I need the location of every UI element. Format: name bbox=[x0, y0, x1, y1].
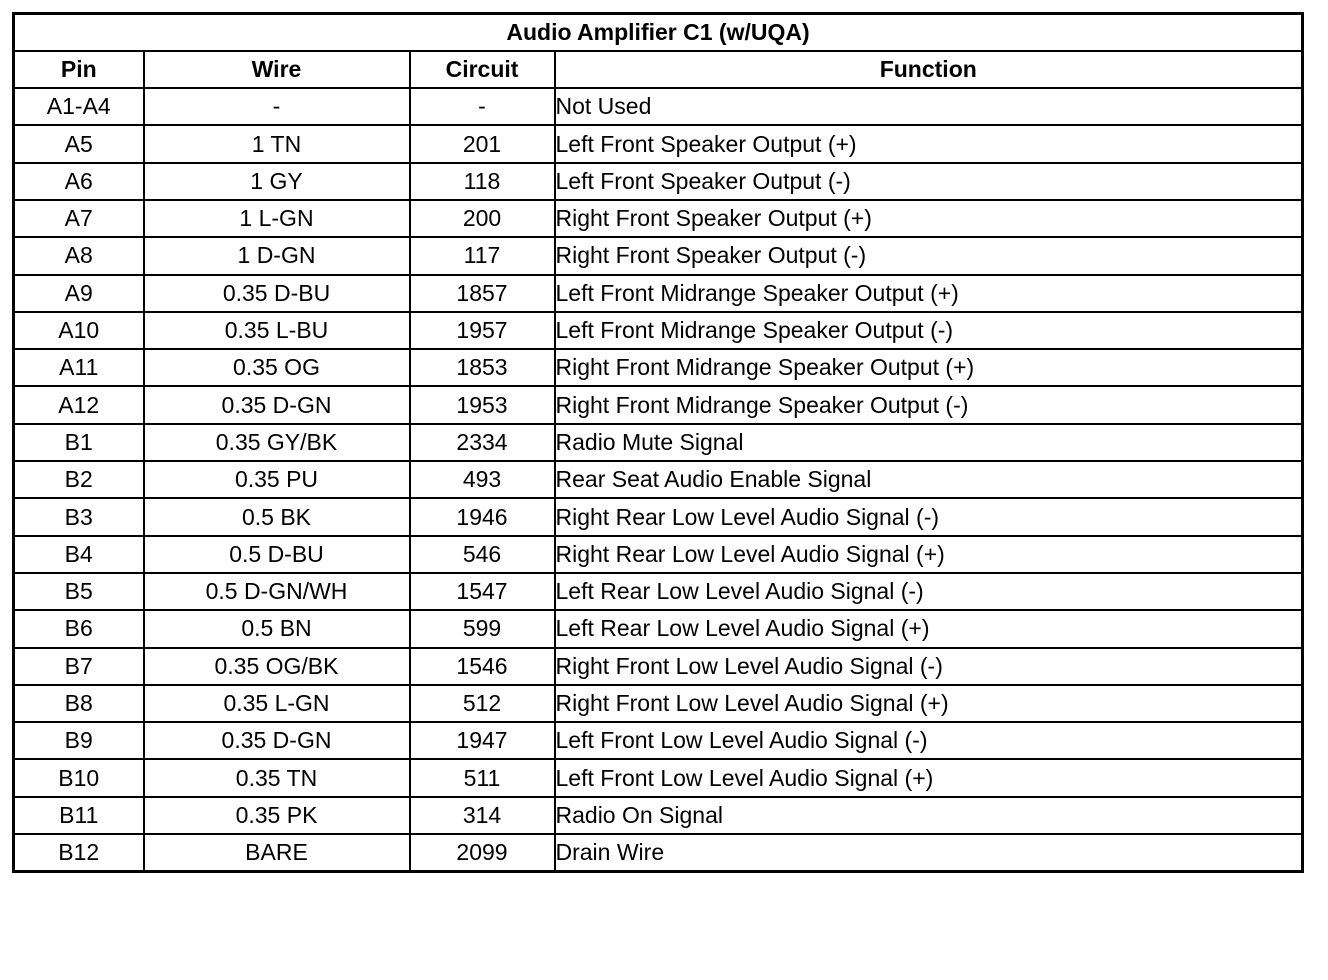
table-row bbox=[14, 125, 1303, 162]
cell-circuit: 512 bbox=[410, 685, 555, 722]
table-body bbox=[14, 88, 1303, 871]
cell-function: Right Front Speaker Output (-) bbox=[555, 237, 1303, 274]
cell-wire: 0.35 D-GN bbox=[144, 722, 410, 759]
cell-function: Left Front Midrange Speaker Output (+) bbox=[555, 275, 1303, 312]
cell-circuit: 1853 bbox=[410, 349, 555, 386]
table-row bbox=[14, 685, 1303, 722]
cell-wire: BARE bbox=[144, 834, 410, 871]
table-row bbox=[14, 312, 1303, 349]
table-row bbox=[14, 797, 1303, 834]
table-row bbox=[14, 386, 1303, 423]
cell-wire: 0.35 GY/BK bbox=[144, 424, 410, 461]
cell-circuit: 1957 bbox=[410, 312, 555, 349]
cell-pin: A5 bbox=[14, 125, 144, 162]
cell-function: Not Used bbox=[555, 88, 1303, 125]
table-row bbox=[14, 498, 1303, 535]
table-title-row bbox=[14, 14, 1303, 51]
cell-wire: 0.35 L-GN bbox=[144, 685, 410, 722]
cell-pin: A9 bbox=[14, 275, 144, 312]
cell-function: Right Front Low Level Audio Signal (+) bbox=[555, 685, 1303, 722]
header-pin: Pin bbox=[14, 51, 144, 88]
cell-circuit: 493 bbox=[410, 461, 555, 498]
cell-function: Rear Seat Audio Enable Signal bbox=[555, 461, 1303, 498]
cell-wire: - bbox=[144, 88, 410, 125]
cell-wire: 0.35 PU bbox=[144, 461, 410, 498]
cell-function: Left Rear Low Level Audio Signal (+) bbox=[555, 610, 1303, 647]
cell-function: Right Front Midrange Speaker Output (-) bbox=[555, 386, 1303, 423]
table-row bbox=[14, 610, 1303, 647]
cell-pin: B1 bbox=[14, 424, 144, 461]
table-row bbox=[14, 200, 1303, 237]
cell-function: Right Front Speaker Output (+) bbox=[555, 200, 1303, 237]
table-row bbox=[14, 349, 1303, 386]
cell-circuit: 201 bbox=[410, 125, 555, 162]
cell-pin: B2 bbox=[14, 461, 144, 498]
cell-wire: 0.5 D-GN/WH bbox=[144, 573, 410, 610]
cell-pin: B12 bbox=[14, 834, 144, 871]
cell-pin: B9 bbox=[14, 722, 144, 759]
cell-wire: 0.35 TN bbox=[144, 759, 410, 796]
table-row bbox=[14, 834, 1303, 871]
cell-pin: B7 bbox=[14, 648, 144, 685]
cell-function: Drain Wire bbox=[555, 834, 1303, 871]
cell-circuit: 599 bbox=[410, 610, 555, 647]
cell-circuit: 1953 bbox=[410, 386, 555, 423]
cell-pin: B6 bbox=[14, 610, 144, 647]
cell-pin: A6 bbox=[14, 163, 144, 200]
cell-wire: 0.5 BK bbox=[144, 498, 410, 535]
table-row bbox=[14, 424, 1303, 461]
cell-pin: A7 bbox=[14, 200, 144, 237]
cell-circuit: 314 bbox=[410, 797, 555, 834]
cell-function: Left Rear Low Level Audio Signal (-) bbox=[555, 573, 1303, 610]
cell-function: Right Front Low Level Audio Signal (-) bbox=[555, 648, 1303, 685]
cell-wire: 0.35 OG bbox=[144, 349, 410, 386]
cell-pin: B8 bbox=[14, 685, 144, 722]
cell-pin: A10 bbox=[14, 312, 144, 349]
cell-function: Left Front Speaker Output (-) bbox=[555, 163, 1303, 200]
cell-circuit: 511 bbox=[410, 759, 555, 796]
table-row bbox=[14, 88, 1303, 125]
cell-wire: 0.35 OG/BK bbox=[144, 648, 410, 685]
header-wire: Wire bbox=[144, 51, 410, 88]
cell-wire: 0.35 D-BU bbox=[144, 275, 410, 312]
cell-circuit: 1947 bbox=[410, 722, 555, 759]
cell-circuit: 1946 bbox=[410, 498, 555, 535]
table-row bbox=[14, 237, 1303, 274]
cell-wire: 1 TN bbox=[144, 125, 410, 162]
cell-function: Radio Mute Signal bbox=[555, 424, 1303, 461]
table-row bbox=[14, 759, 1303, 796]
header-function: Function bbox=[555, 51, 1303, 88]
cell-pin: B10 bbox=[14, 759, 144, 796]
cell-function: Left Front Speaker Output (+) bbox=[555, 125, 1303, 162]
cell-circuit: 1547 bbox=[410, 573, 555, 610]
cell-circuit: 546 bbox=[410, 536, 555, 573]
table-row bbox=[14, 275, 1303, 312]
cell-wire: 1 GY bbox=[144, 163, 410, 200]
cell-circuit: 2099 bbox=[410, 834, 555, 871]
cell-pin: B3 bbox=[14, 498, 144, 535]
cell-circuit: 2334 bbox=[410, 424, 555, 461]
cell-function: Right Front Midrange Speaker Output (+) bbox=[555, 349, 1303, 386]
cell-wire: 1 L-GN bbox=[144, 200, 410, 237]
cell-pin: B4 bbox=[14, 536, 144, 573]
table-header-row bbox=[14, 51, 1303, 88]
cell-function: Right Rear Low Level Audio Signal (+) bbox=[555, 536, 1303, 573]
cell-pin: A11 bbox=[14, 349, 144, 386]
cell-circuit: 117 bbox=[410, 237, 555, 274]
cell-function: Left Front Low Level Audio Signal (-) bbox=[555, 722, 1303, 759]
table-row bbox=[14, 648, 1303, 685]
cell-circuit: - bbox=[410, 88, 555, 125]
cell-circuit: 118 bbox=[410, 163, 555, 200]
cell-circuit: 1546 bbox=[410, 648, 555, 685]
table-row bbox=[14, 722, 1303, 759]
cell-pin: A1-A4 bbox=[14, 88, 144, 125]
cell-function: Radio On Signal bbox=[555, 797, 1303, 834]
table-row bbox=[14, 461, 1303, 498]
cell-pin: A12 bbox=[14, 386, 144, 423]
table-title: Audio Amplifier C1 (w/UQA) bbox=[14, 14, 1303, 51]
header-circuit: Circuit bbox=[410, 51, 555, 88]
connector-pinout-table bbox=[12, 12, 1304, 873]
table-row bbox=[14, 573, 1303, 610]
cell-function: Left Front Midrange Speaker Output (-) bbox=[555, 312, 1303, 349]
cell-pin: B11 bbox=[14, 797, 144, 834]
cell-circuit: 200 bbox=[410, 200, 555, 237]
cell-wire: 1 D-GN bbox=[144, 237, 410, 274]
cell-pin: A8 bbox=[14, 237, 144, 274]
cell-wire: 0.5 D-BU bbox=[144, 536, 410, 573]
table-row bbox=[14, 536, 1303, 573]
table-row bbox=[14, 163, 1303, 200]
cell-wire: 0.35 PK bbox=[144, 797, 410, 834]
cell-function: Left Front Low Level Audio Signal (+) bbox=[555, 759, 1303, 796]
cell-wire: 0.5 BN bbox=[144, 610, 410, 647]
cell-wire: 0.35 L-BU bbox=[144, 312, 410, 349]
cell-function: Right Rear Low Level Audio Signal (-) bbox=[555, 498, 1303, 535]
cell-wire: 0.35 D-GN bbox=[144, 386, 410, 423]
cell-circuit: 1857 bbox=[410, 275, 555, 312]
cell-pin: B5 bbox=[14, 573, 144, 610]
